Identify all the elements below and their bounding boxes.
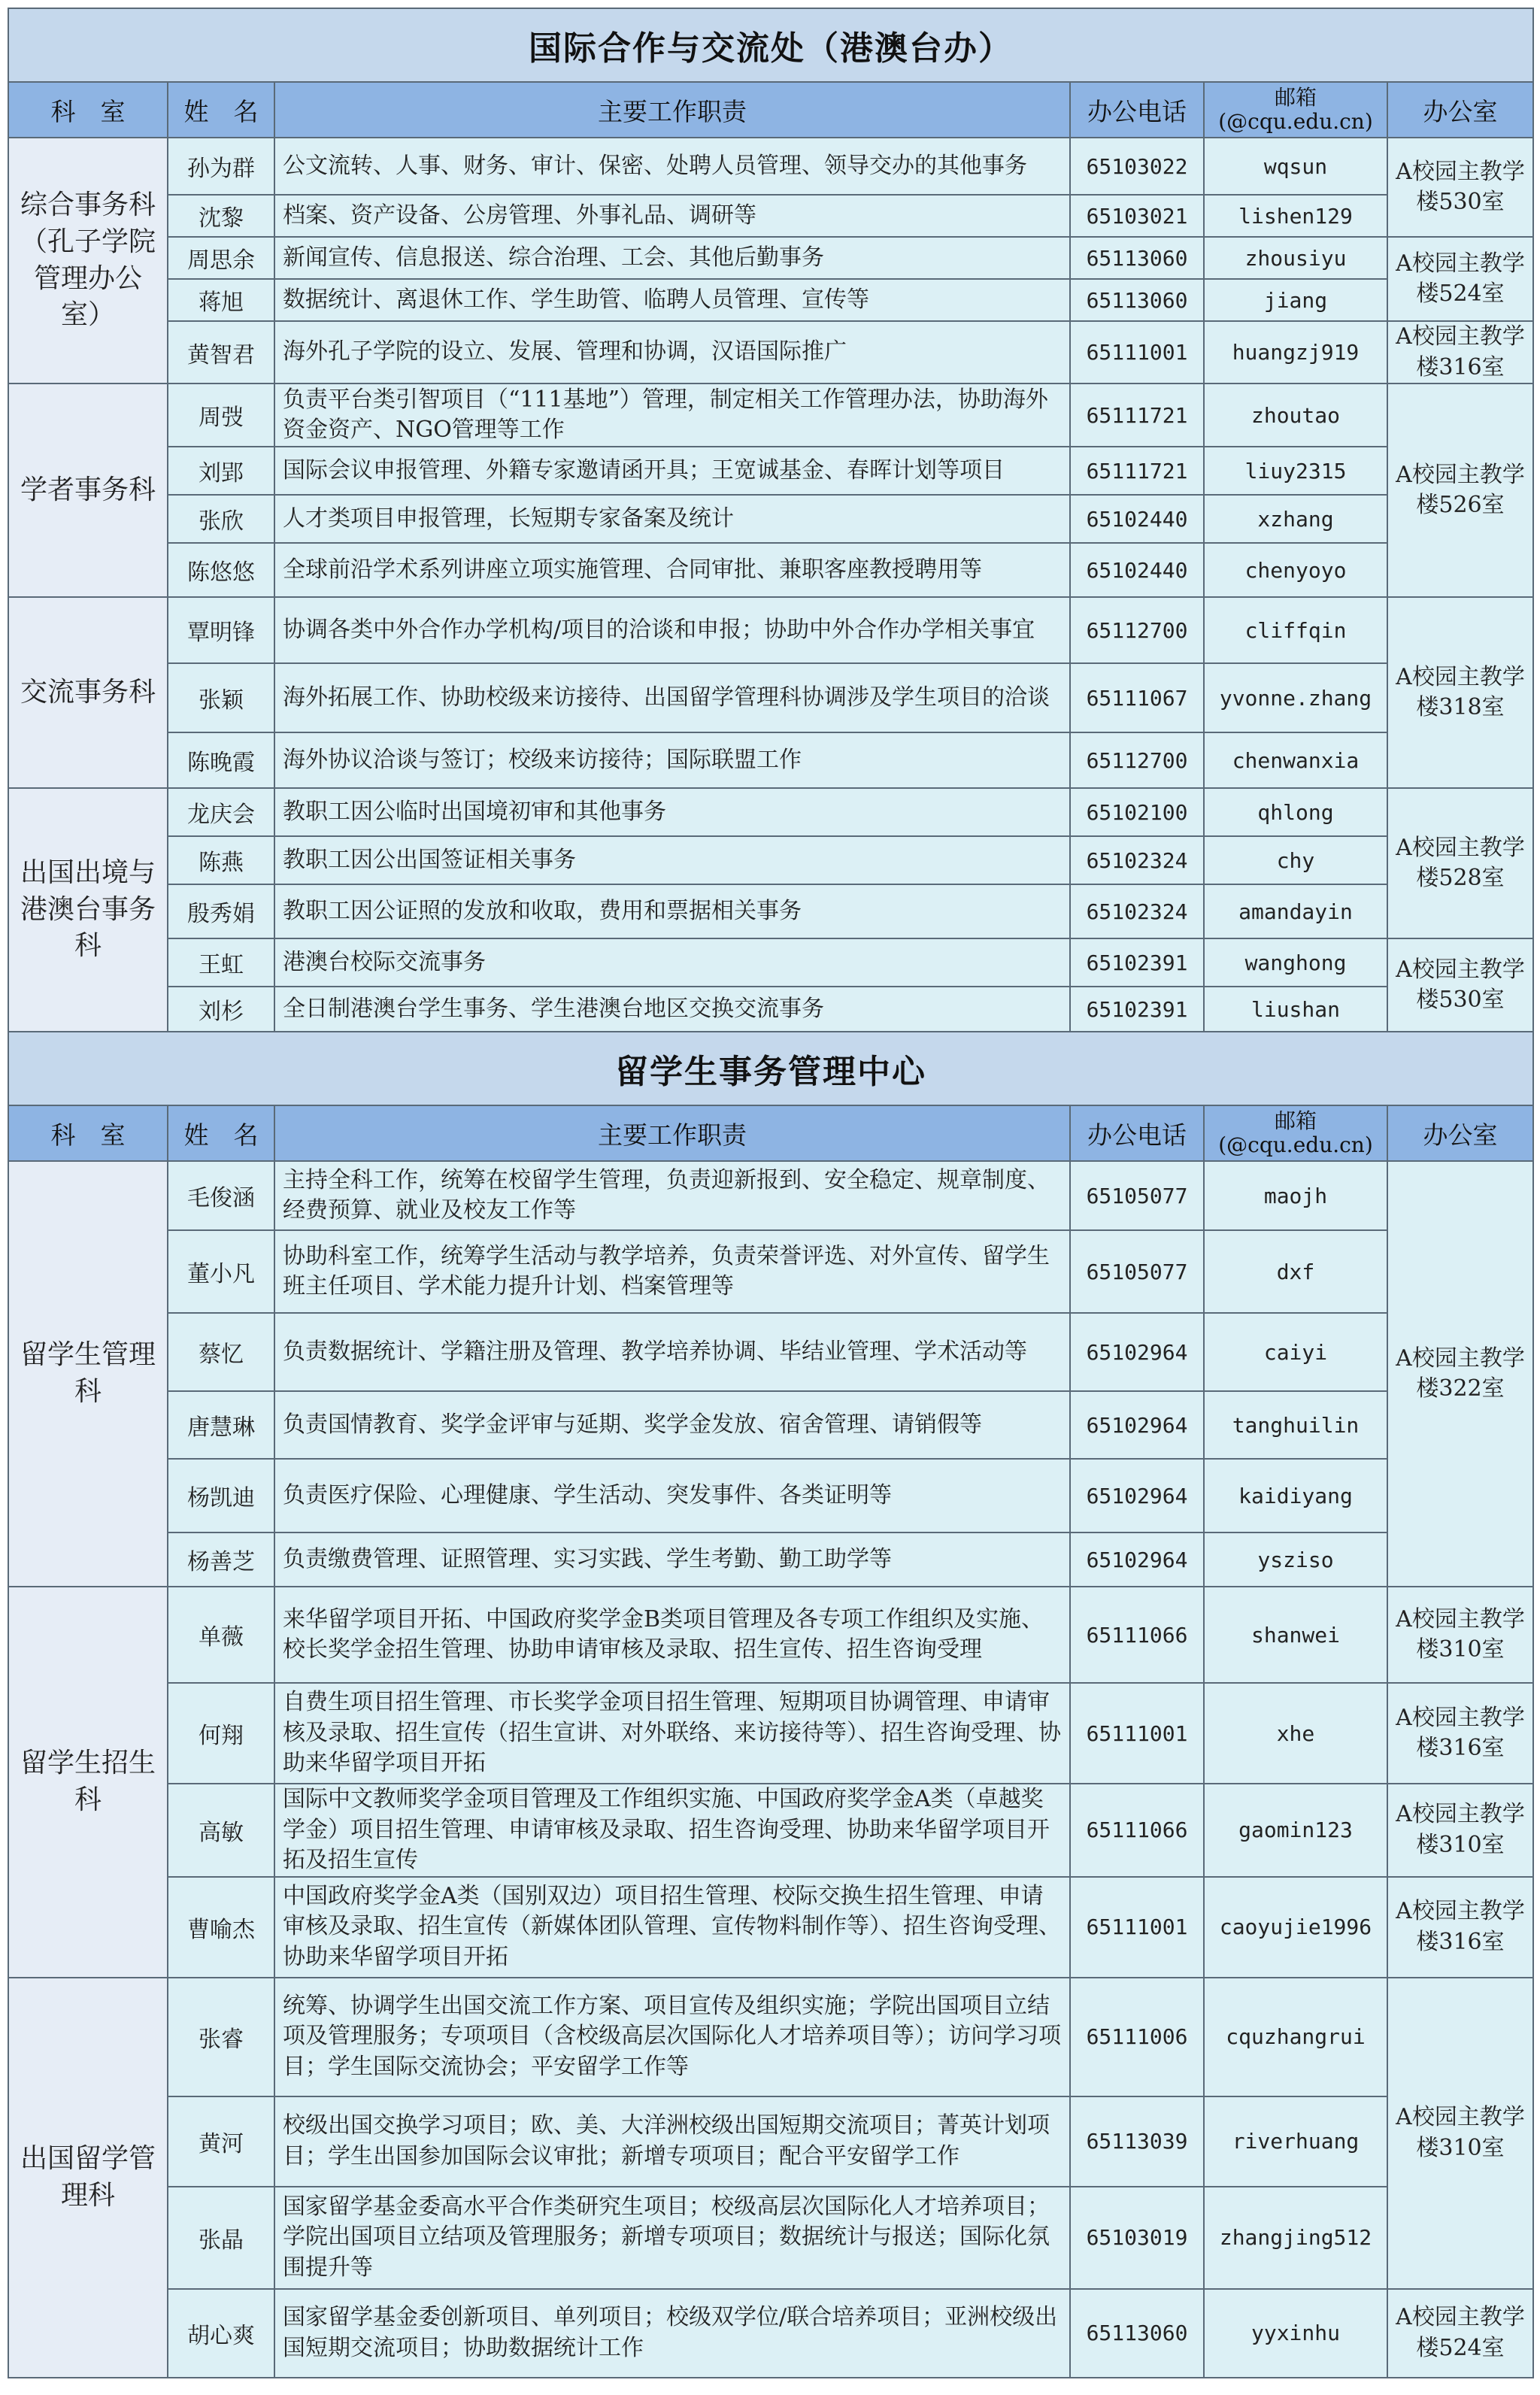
header-duty: 主要工作职责 — [274, 1105, 1070, 1161]
staff-duty: 海外孔子学院的设立、发展、管理和协调，汉语国际推广 — [274, 321, 1070, 384]
staff-duty: 数据统计、离退休工作、学生助管、临聘人员管理、宣传等 — [274, 279, 1070, 321]
staff-name: 蔡忆 — [168, 1313, 274, 1391]
staff-phone: 65111001 — [1070, 321, 1204, 384]
staff-name: 刘杉 — [168, 987, 274, 1032]
staff-duty: 中国政府奖学金A类（国别双边）项目招生管理、校际交换生招生管理、申请审核及录取、招生宣传（新媒体团队管理、宣传物料制作等）、招生咨询受理、协助来华留学项目开拓 — [274, 1877, 1070, 1978]
header-duty: 主要工作职责 — [274, 82, 1070, 138]
staff-name: 陈悠悠 — [168, 543, 274, 597]
section-title-row — [8, 8, 1533, 82]
staff-phone: 65103021 — [1070, 195, 1204, 237]
staff-phone: 65105077 — [1070, 1230, 1204, 1313]
staff-email: xhe — [1204, 1683, 1387, 1784]
table-row — [8, 732, 1533, 788]
staff-name: 唐慧琳 — [168, 1391, 274, 1459]
header-name: 姓 名 — [168, 1105, 274, 1161]
office-cell: A校园主教学楼528室 — [1387, 788, 1533, 938]
staff-phone: 65112700 — [1070, 732, 1204, 788]
staff-phone: 65102391 — [1070, 987, 1204, 1032]
office-cell: A校园主教学楼316室 — [1387, 1683, 1533, 1784]
staff-duty: 全日制港澳台学生事务、学生港澳台地区交换交流事务 — [274, 987, 1070, 1032]
staff-email: riverhuang — [1204, 2096, 1387, 2187]
staff-name: 张晶 — [168, 2187, 274, 2289]
staff-duty: 负责缴费管理、证照管理、实习实践、学生考勤、勤工助学等 — [274, 1532, 1070, 1587]
table-row — [8, 1230, 1533, 1313]
table-row — [8, 1587, 1533, 1683]
staff-name: 黄河 — [168, 2096, 274, 2187]
staff-name: 张颖 — [168, 663, 274, 732]
staff-duty: 主持全科工作，统筹在校留学生管理，负责迎新报到、安全稳定、规章制度、经费预算、就业及校友工作等 — [274, 1161, 1070, 1230]
staff-name: 殷秀娟 — [168, 884, 274, 938]
staff-email: gaomin123 — [1204, 1784, 1387, 1877]
table-row — [8, 195, 1533, 237]
header-email-line2: (@cqu.edu.cn) — [1218, 109, 1373, 134]
header-name: 姓 名 — [168, 82, 274, 138]
staff-name: 黄智君 — [168, 321, 274, 384]
staff-name: 沈黎 — [168, 195, 274, 237]
office-cell: A校园主教学楼310室 — [1387, 1784, 1533, 1877]
staff-name: 孙为群 — [168, 138, 274, 195]
staff-phone: 65113060 — [1070, 2289, 1204, 2378]
table-row — [8, 788, 1533, 836]
staff-phone: 65102964 — [1070, 1391, 1204, 1459]
staff-email: shanwei — [1204, 1587, 1387, 1683]
table-row — [8, 1459, 1533, 1532]
department-cell: 出国出境与港澳台事务科 — [8, 788, 168, 1032]
staff-duty: 负责数据统计、学籍注册及管理、教学培养协调、毕结业管理、学术活动等 — [274, 1313, 1070, 1391]
table-row — [8, 2096, 1533, 2187]
staff-phone: 65102440 — [1070, 543, 1204, 597]
table-row — [8, 1978, 1533, 2096]
header-dept: 科 室 — [8, 1105, 168, 1161]
staff-phone: 65103019 — [1070, 2187, 1204, 2289]
staff-phone: 65111721 — [1070, 447, 1204, 495]
staff-email: liuy2315 — [1204, 447, 1387, 495]
department-cell: 交流事务科 — [8, 597, 168, 788]
staff-email: liushan — [1204, 987, 1387, 1032]
header-email — [1204, 1105, 1387, 1161]
table-row — [8, 1877, 1533, 1978]
table-row — [8, 2289, 1533, 2378]
table-row — [8, 836, 1533, 884]
staff-duty: 港澳台校际交流事务 — [274, 938, 1070, 987]
staff-duty: 协调各类中外合作办学机构/项目的洽谈和申报；协助中外合作办学相关事宜 — [274, 597, 1070, 663]
office-cell: A校园主教学楼524室 — [1387, 237, 1533, 321]
staff-name: 周思余 — [168, 237, 274, 279]
staff-duty: 教职工因公临时出国境初审和其他事务 — [274, 788, 1070, 836]
staff-email: zhangjing512 — [1204, 2187, 1387, 2289]
table-header-row — [8, 82, 1533, 138]
staff-email: chenyoyo — [1204, 543, 1387, 597]
staff-email: xzhang — [1204, 495, 1387, 543]
staff-phone: 65105077 — [1070, 1161, 1204, 1230]
staff-email: wanghong — [1204, 938, 1387, 987]
staff-duty: 新闻宣传、信息报送、综合治理、工会、其他后勤事务 — [274, 237, 1070, 279]
table-row — [8, 663, 1533, 732]
staff-duty: 自费生项目招生管理、市长奖学金项目招生管理、短期项目协调管理、申请审核及录取、招生宣传（招生宣讲、对外联络、来访接待等）、招生咨询受理、协助来华留学项目开拓 — [274, 1683, 1070, 1784]
staff-phone: 65102100 — [1070, 788, 1204, 836]
staff-name: 蒋旭 — [168, 279, 274, 321]
staff-email: huangzj919 — [1204, 321, 1387, 384]
staff-phone: 65102964 — [1070, 1459, 1204, 1532]
header-phone: 办公电话 — [1070, 1105, 1204, 1161]
staff-email: amandayin — [1204, 884, 1387, 938]
directory-page — [8, 8, 1532, 2378]
staff-name: 杨善芝 — [168, 1532, 274, 1587]
staff-email: kaidiyang — [1204, 1459, 1387, 1532]
staff-name: 张欣 — [168, 495, 274, 543]
department-cell: 出国留学管理科 — [8, 1978, 168, 2378]
staff-phone: 65113039 — [1070, 2096, 1204, 2187]
staff-email: caoyujie1996 — [1204, 1877, 1387, 1978]
staff-email: tanghuilin — [1204, 1391, 1387, 1459]
staff-duty: 国家留学基金委高水平合作类研究生项目；校级高层次国际化人才培养项目；学院出国项目立结项及管理服务；新增专项项目；数据统计与报送；国际化氛围提升等 — [274, 2187, 1070, 2289]
table-row — [8, 1391, 1533, 1459]
staff-email: jiang — [1204, 279, 1387, 321]
department-cell: 留学生管理科 — [8, 1161, 168, 1587]
staff-phone: 65111721 — [1070, 384, 1204, 447]
table-row — [8, 279, 1533, 321]
staff-duty: 海外协议洽谈与签订；校级来访接待；国际联盟工作 — [274, 732, 1070, 788]
table-row — [8, 2187, 1533, 2289]
staff-phone: 65111066 — [1070, 1587, 1204, 1683]
staff-phone: 65102964 — [1070, 1313, 1204, 1391]
header-email-line2: (@cqu.edu.cn) — [1218, 1132, 1373, 1157]
office-cell: A校园主教学楼524室 — [1387, 2289, 1533, 2378]
staff-name: 陈燕 — [168, 836, 274, 884]
staff-email: qhlong — [1204, 788, 1387, 836]
table-row — [8, 938, 1533, 987]
staff-name: 董小凡 — [168, 1230, 274, 1313]
section-title: 国际合作与交流处（港澳台办） — [8, 8, 1533, 82]
table-row — [8, 987, 1533, 1032]
section-title-row — [8, 1032, 1533, 1105]
staff-name: 单薇 — [168, 1587, 274, 1683]
table-row — [8, 321, 1533, 384]
staff-email: cliffqin — [1204, 597, 1387, 663]
staff-name: 周弢 — [168, 384, 274, 447]
staff-duty: 全球前沿学术系列讲座立项实施管理、合同审批、兼职客座教授聘用等 — [274, 543, 1070, 597]
staff-name: 何翔 — [168, 1683, 274, 1784]
staff-email: yvonne.zhang — [1204, 663, 1387, 732]
office-cell: A校园主教学楼322室 — [1387, 1161, 1533, 1587]
staff-name: 王虹 — [168, 938, 274, 987]
staff-email: chy — [1204, 836, 1387, 884]
office-cell: A校园主教学楼310室 — [1387, 1978, 1533, 2289]
staff-name: 刘郢 — [168, 447, 274, 495]
office-cell: A校园主教学楼526室 — [1387, 384, 1533, 597]
table-row — [8, 447, 1533, 495]
office-cell: A校园主教学楼316室 — [1387, 321, 1533, 384]
table-row — [8, 1784, 1533, 1877]
staff-phone: 65112700 — [1070, 597, 1204, 663]
staff-phone: 65111001 — [1070, 1683, 1204, 1784]
staff-duty: 公文流转、人事、财务、审计、保密、处聘人员管理、领导交办的其他事务 — [274, 138, 1070, 195]
staff-phone: 65102964 — [1070, 1532, 1204, 1587]
table-row — [8, 1532, 1533, 1587]
staff-duty: 人才类项目申报管理，长短期专家备案及统计 — [274, 495, 1070, 543]
staff-phone: 65111067 — [1070, 663, 1204, 732]
staff-phone: 65111066 — [1070, 1784, 1204, 1877]
staff-phone: 65102391 — [1070, 938, 1204, 987]
staff-name: 覃明锋 — [168, 597, 274, 663]
staff-email: maojh — [1204, 1161, 1387, 1230]
staff-name: 曹喻杰 — [168, 1877, 274, 1978]
staff-duty: 校级出国交换学习项目；欧、美、大洋洲校级出国短期交流项目；菁英计划项目；学生出国参加国际会议审批；新增专项项目；配合平安留学工作 — [274, 2096, 1070, 2187]
header-email-line1: 邮箱 — [1274, 1108, 1317, 1133]
table-row — [8, 1313, 1533, 1391]
table-row — [8, 884, 1533, 938]
staff-email: ysziso — [1204, 1532, 1387, 1587]
table-row — [8, 384, 1533, 447]
staff-email: lishen129 — [1204, 195, 1387, 237]
staff-phone: 65111006 — [1070, 1978, 1204, 2096]
department-cell: 综合事务科（孔子学院管理办公室） — [8, 138, 168, 384]
staff-duty: 协助科室工作，统筹学生活动与教学培养，负责荣誉评选、对外宣传、留学生班主任项目、学术能力提升计划、档案管理等 — [274, 1230, 1070, 1313]
staff-email: wqsun — [1204, 138, 1387, 195]
header-phone: 办公电话 — [1070, 82, 1204, 138]
staff-email: dxf — [1204, 1230, 1387, 1313]
department-cell: 留学生招生科 — [8, 1587, 168, 1978]
staff-duty: 教职工因公出国签证相关事务 — [274, 836, 1070, 884]
table-row — [8, 1683, 1533, 1784]
staff-phone: 65102440 — [1070, 495, 1204, 543]
table-row — [8, 138, 1533, 195]
header-office: 办公室 — [1387, 82, 1533, 138]
office-cell: A校园主教学楼316室 — [1387, 1877, 1533, 1978]
staff-duty: 国家留学基金委创新项目、单列项目；校级双学位/联合培养项目；亚洲校级出国短期交流项目；协助数据统计工作 — [274, 2289, 1070, 2378]
directory-table — [8, 8, 1534, 2378]
table-row — [8, 543, 1533, 597]
staff-name: 杨凯迪 — [168, 1459, 274, 1532]
staff-email: cquzhangrui — [1204, 1978, 1387, 2096]
staff-duty: 负责平台类引智项目（“111基地”）管理，制定相关工作管理办法，协助海外资金资产、NGO管理等工作 — [274, 384, 1070, 447]
staff-duty: 统筹、协调学生出国交流工作方案、项目宣传及组织实施；学院出国项目立结项及管理服务；专项项目（含校级高层次国际化人才培养项目等）；访问学习项目；学生国际交流协会；平安留学工作等 — [274, 1978, 1070, 2096]
staff-duty: 档案、资产设备、公房管理、外事礼品、调研等 — [274, 195, 1070, 237]
section-title: 留学生事务管理中心 — [8, 1032, 1533, 1105]
staff-name: 高敏 — [168, 1784, 274, 1877]
staff-phone: 65113060 — [1070, 237, 1204, 279]
staff-duty: 海外拓展工作、协助校级来访接待、出国留学管理科协调涉及学生项目的洽谈 — [274, 663, 1070, 732]
staff-email: zhousiyu — [1204, 237, 1387, 279]
staff-phone: 65113060 — [1070, 279, 1204, 321]
staff-phone: 65103022 — [1070, 138, 1204, 195]
staff-name: 龙庆会 — [168, 788, 274, 836]
office-cell: A校园主教学楼530室 — [1387, 938, 1533, 1032]
staff-duty: 国际中文教师奖学金项目管理及工作组织实施、中国政府奖学金A类（卓越奖学金）项目招生管理、申请审核及录取、招生咨询受理、协助来华留学项目开拓及招生宣传 — [274, 1784, 1070, 1877]
staff-duty: 负责医疗保险、心理健康、学生活动、突发事件、各类证明等 — [274, 1459, 1070, 1532]
office-cell: A校园主教学楼318室 — [1387, 597, 1533, 788]
staff-name: 陈晚霞 — [168, 732, 274, 788]
table-row — [8, 597, 1533, 663]
staff-duty: 负责国情教育、奖学金评审与延期、奖学金发放、宿舍管理、请销假等 — [274, 1391, 1070, 1459]
staff-phone: 65111001 — [1070, 1877, 1204, 1978]
header-email-line1: 邮箱 — [1274, 84, 1317, 110]
header-dept: 科 室 — [8, 82, 168, 138]
staff-name: 胡心爽 — [168, 2289, 274, 2378]
table-row — [8, 495, 1533, 543]
header-office: 办公室 — [1387, 1105, 1533, 1161]
staff-phone: 65102324 — [1070, 836, 1204, 884]
staff-duty: 国际会议申报管理、外籍专家邀请函开具；王宽诚基金、春晖计划等项目 — [274, 447, 1070, 495]
header-email — [1204, 82, 1387, 138]
department-cell: 学者事务科 — [8, 384, 168, 597]
staff-phone: 65102324 — [1070, 884, 1204, 938]
staff-duty: 来华留学项目开拓、中国政府奖学金B类项目管理及各专项工作组织及实施、校长奖学金招生管理、协助申请审核及录取、招生宣传、招生咨询受理 — [274, 1587, 1070, 1683]
table-row — [8, 1161, 1533, 1230]
table-header-row — [8, 1105, 1533, 1161]
staff-name: 毛俊涵 — [168, 1161, 274, 1230]
staff-email: chenwanxia — [1204, 732, 1387, 788]
office-cell: A校园主教学楼310室 — [1387, 1587, 1533, 1683]
staff-email: zhoutao — [1204, 384, 1387, 447]
staff-duty: 教职工因公证照的发放和收取，费用和票据相关事务 — [274, 884, 1070, 938]
staff-name: 张睿 — [168, 1978, 274, 2096]
staff-email: caiyi — [1204, 1313, 1387, 1391]
table-row — [8, 237, 1533, 279]
office-cell: A校园主教学楼530室 — [1387, 138, 1533, 237]
staff-email: yyxinhu — [1204, 2289, 1387, 2378]
